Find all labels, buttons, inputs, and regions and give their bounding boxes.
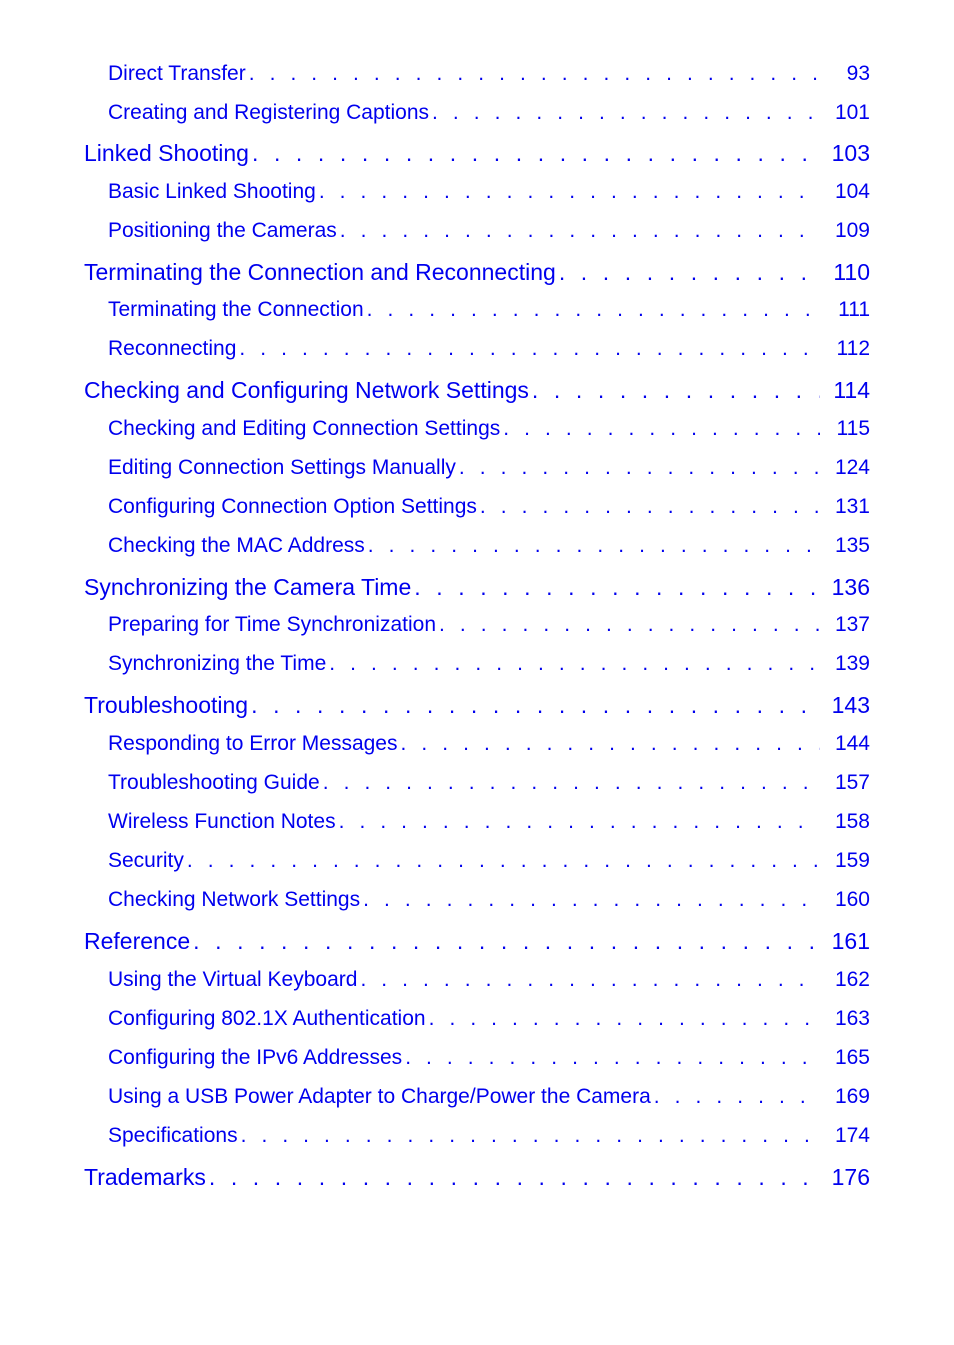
- toc-entry-title: Using the Virtual Keyboard: [108, 968, 358, 991]
- dot-leader: [316, 180, 820, 204]
- toc-entry-usb-power-adapter[interactable]: [108, 1085, 870, 1113]
- toc-entry-page: 176: [831, 1164, 870, 1190]
- dot-leader: [360, 888, 820, 912]
- dot-leader: [336, 810, 820, 834]
- dot-leader: [249, 140, 820, 167]
- dot-leader: [364, 298, 820, 322]
- toc-entry-network-settings[interactable]: [84, 377, 870, 407]
- toc-entry-page: 103: [831, 140, 870, 166]
- toc-entry-page: 159: [834, 849, 870, 872]
- dot-leader: [397, 732, 820, 756]
- toc-entry-title: Configuring 802.1X Authentication: [108, 1007, 426, 1030]
- toc-entry-page: 143: [831, 692, 870, 718]
- toc-entry-title: Checking and Configuring Network Settings: [84, 377, 529, 403]
- toc-entry-linked-shooting[interactable]: [84, 140, 870, 170]
- toc-entry-page: 174: [834, 1124, 870, 1147]
- toc-entry-connection-option-settings[interactable]: [108, 495, 870, 523]
- toc-entry-troubleshooting-guide[interactable]: [108, 771, 870, 799]
- dot-leader: [500, 417, 820, 441]
- toc-entry-troubleshooting[interactable]: [84, 692, 870, 722]
- toc-entry-page: 161: [831, 928, 870, 954]
- toc-entry-virtual-keyboard[interactable]: [108, 968, 870, 996]
- dot-leader: [248, 692, 820, 719]
- dot-leader: [429, 101, 820, 125]
- toc-entry-page: 110: [833, 259, 870, 285]
- toc-entry-page: 163: [834, 1007, 870, 1030]
- toc-entry-trademarks[interactable]: [84, 1164, 870, 1194]
- toc-entry-ipv6-addresses[interactable]: [108, 1046, 870, 1074]
- toc-entry-title: Trademarks: [84, 1164, 206, 1190]
- toc-entry-title: Direct Transfer: [108, 62, 246, 85]
- dot-leader: [365, 534, 820, 558]
- toc-entry-page: 137: [834, 613, 870, 636]
- dot-leader: [206, 1164, 820, 1191]
- toc-entry-page: 112: [836, 337, 870, 360]
- toc-entry-reconnecting[interactable]: [108, 337, 870, 365]
- dot-leader: [184, 849, 820, 873]
- dot-leader: [529, 377, 820, 404]
- dot-leader: [236, 337, 820, 361]
- toc-entry-wireless-function-notes[interactable]: [108, 810, 870, 838]
- toc-entry-title: Positioning the Cameras: [108, 219, 337, 242]
- toc-entry-title: Checking Network Settings: [108, 888, 361, 911]
- toc-entry-security[interactable]: [108, 849, 870, 877]
- toc-entry-direct-transfer[interactable]: [108, 62, 870, 90]
- toc-entry-terminating-reconnecting[interactable]: [84, 259, 870, 289]
- dot-leader: [246, 62, 820, 86]
- toc-entry-page: 157: [834, 771, 870, 794]
- toc-entry-editing-manually[interactable]: [108, 456, 870, 484]
- toc-entry-title: Responding to Error Messages: [108, 732, 398, 755]
- toc-entry-title: Terminating the Connection and Reconnecting: [84, 259, 556, 285]
- toc-entry-reference[interactable]: [84, 928, 870, 958]
- toc-entry-8021x-authentication[interactable]: [108, 1007, 870, 1035]
- toc-entry-mac-address[interactable]: [108, 534, 870, 562]
- toc-entry-title: Creating and Registering Captions: [108, 101, 430, 124]
- toc-entry-title: Reconnecting: [108, 337, 237, 360]
- toc-entry-title: Preparing for Time Synchronization: [108, 613, 436, 636]
- toc-entry-terminating-connection[interactable]: [108, 298, 870, 326]
- toc-entry-title: Security: [108, 849, 184, 872]
- toc-entry-title: Checking and Editing Connection Settings: [108, 417, 501, 440]
- toc-entry-title: Basic Linked Shooting: [108, 180, 316, 203]
- dot-leader: [411, 574, 820, 601]
- toc-entry-title: Configuring the IPv6 Addresses: [108, 1046, 403, 1069]
- toc-entry-title: Troubleshooting Guide: [108, 771, 320, 794]
- toc-entry-title: Synchronizing the Time: [108, 652, 327, 675]
- toc-entry-page: 169: [834, 1085, 870, 1108]
- toc-entry-title: Checking the MAC Address: [108, 534, 365, 557]
- dot-leader: [337, 219, 820, 243]
- toc-entry-page: 109: [834, 219, 870, 242]
- toc-entry-page: 115: [836, 417, 870, 440]
- dot-leader: [651, 1085, 820, 1109]
- toc-entry-title: Specifications: [108, 1124, 238, 1147]
- toc-entry-page: 131: [834, 495, 870, 518]
- dot-leader: [190, 928, 820, 955]
- toc-entry-title: Reference: [84, 928, 191, 954]
- toc-entry-title: Terminating the Connection: [108, 298, 364, 321]
- dot-leader: [436, 613, 820, 637]
- toc-entry-synchronizing-camera-time[interactable]: [84, 574, 870, 604]
- toc-entry-preparing-time-sync[interactable]: [108, 613, 870, 641]
- toc-entry-title: Configuring Connection Option Settings: [108, 495, 477, 518]
- toc-entry-page: 139: [834, 652, 870, 675]
- toc-entry-synchronizing-time[interactable]: [108, 652, 870, 680]
- toc-entry-specifications[interactable]: [108, 1124, 870, 1152]
- toc-entry-basic-linked-shooting[interactable]: [108, 180, 870, 208]
- toc-entry-page: 144: [834, 732, 870, 755]
- toc-entry-title: Editing Connection Settings Manually: [108, 456, 456, 479]
- toc-entry-checking-editing-connection[interactable]: [108, 417, 870, 445]
- toc-entry-page: 111: [838, 298, 870, 321]
- dot-leader: [402, 1046, 820, 1070]
- toc-entry-page: 104: [834, 180, 870, 203]
- toc-entry-creating-captions[interactable]: [108, 101, 870, 129]
- toc-entry-positioning-cameras[interactable]: [108, 219, 870, 247]
- toc-entry-page: 165: [834, 1046, 870, 1069]
- dot-leader: [357, 968, 820, 992]
- toc-entry-checking-network-settings[interactable]: [108, 888, 870, 916]
- dot-leader: [426, 1007, 820, 1031]
- dot-leader: [326, 652, 820, 676]
- toc-entry-title: Linked Shooting: [84, 140, 249, 166]
- dot-leader: [238, 1124, 820, 1148]
- toc-entry-title: Wireless Function Notes: [108, 810, 336, 833]
- dot-leader: [556, 259, 820, 286]
- toc-entry-page: 136: [831, 574, 870, 600]
- toc-entry-page: 101: [834, 101, 870, 124]
- toc-entry-page: 160: [834, 888, 870, 911]
- toc-entry-page: 93: [846, 62, 870, 85]
- toc-entry-error-messages[interactable]: [108, 732, 870, 760]
- toc-entry-page: 114: [833, 377, 870, 403]
- dot-leader: [477, 495, 820, 519]
- toc-entry-page: 158: [834, 810, 870, 833]
- toc-entry-page: 135: [834, 534, 870, 557]
- toc-entry-title: Using a USB Power Adapter to Charge/Power the Camera: [108, 1085, 651, 1108]
- toc-entry-page: 124: [834, 456, 870, 479]
- dot-leader: [456, 456, 820, 480]
- dot-leader: [320, 771, 820, 795]
- toc-entry-title: Synchronizing the Camera Time: [84, 574, 412, 600]
- toc-entry-page: 162: [834, 968, 870, 991]
- toc-entry-title: Troubleshooting: [84, 692, 249, 718]
